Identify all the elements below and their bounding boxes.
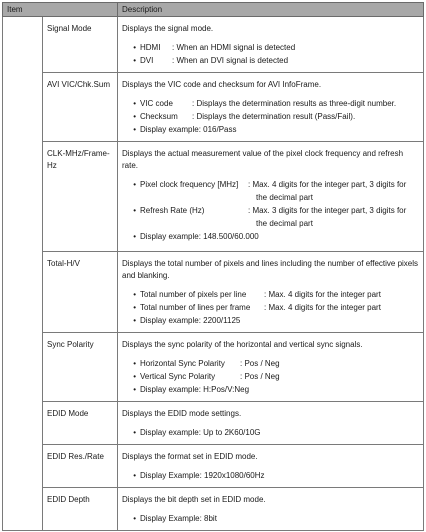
list-item: • Pixel clock frequency [MHz] : Max. 4 digits for the integer part, 3 digits for [122,178,419,191]
list-item: • DVI : When an DVI signal is detected [122,54,419,72]
description-text: Displays the actual measurement value of the pixel clock frequency and refresh rate. [122,149,404,170]
description-text: Displays the EDID mode settings. [122,409,242,418]
list-item: • Horizontal Sync Polarity : Pos / Neg [122,357,419,370]
description-text: Displays the format set in EDID mode. [122,452,258,461]
bullet-icon: • [133,56,136,65]
item-description-table [2,2,424,531]
list-item-continuation: the decimal part [256,193,313,202]
table-row [3,17,424,73]
table-row [3,488,424,531]
description-text: Displays the sync polarity of the horizontal and vertical sync signals. [122,340,363,349]
table-row [3,445,424,488]
item-cell: Total-H/V [43,252,118,333]
table-body [3,17,424,531]
description-cell [118,488,424,531]
list-item: • Display Example: 8bit [122,512,419,530]
item-cell: Signal Mode [43,17,118,73]
header-description: Description [118,3,424,17]
bullet-icon: • [133,99,136,108]
table-row [3,252,424,333]
bullet-icon: • [133,43,136,52]
table-row [3,73,424,142]
bullet-icon: • [133,180,136,189]
description-cell [118,333,424,402]
table-row [3,142,424,252]
header-item: Item [3,3,118,17]
indent-cell [3,17,43,531]
list-item: • Display example: H:Pos/V:Neg [122,383,419,401]
list-item: • Vertical Sync Polarity : Pos / Neg [122,370,419,383]
list-item: • HDMI : When an HDMI signal is detected [122,41,419,54]
list-item: • Display example: 2200/1125 [122,314,419,332]
list-item: • Display example: Up to 2K60/10G [122,426,419,444]
list-item: • Display example: 016/Pass [122,123,419,141]
bullet-icon: • [133,359,136,368]
item-cell: CLK-MHz/Frame-Hz [43,142,118,252]
list-item: • Checksum : Displays the determination result (Pass/Fail). [122,110,419,123]
table-header-row [3,3,424,17]
description-cell [118,73,424,142]
bullet-icon: • [133,112,136,121]
bullet-icon: • [133,385,136,394]
description-text: Displays the bit depth set in EDID mode. [122,495,266,504]
bullet-icon: • [133,471,136,480]
item-cell: EDID Res./Rate [43,445,118,488]
description-cell [118,252,424,333]
list-item: • Display example: 148.500/60.000 [122,230,419,248]
description-cell [118,445,424,488]
list-item: • Total number of pixels per line : Max. 4 digits for the integer part [122,288,419,301]
bullet-icon: • [133,232,136,241]
description-cell [118,142,424,252]
description-cell [118,17,424,73]
item-cell: Sync Polarity [43,333,118,402]
bullet-icon: • [133,290,136,299]
item-cell: EDID Depth [43,488,118,531]
list-item: • Total number of lines per frame : Max. 4 digits for the integer part [122,301,419,314]
bullet-icon: • [133,372,136,381]
list-item-continuation: the decimal part [256,219,313,228]
description-cell [118,402,424,445]
item-cell: EDID Mode [43,402,118,445]
bullet-icon: • [133,303,136,312]
description-text: Displays the VIC code and checksum for AVI InfoFrame. [122,80,322,89]
list-item: • VIC code : Displays the determination results as three-digit number. [122,97,419,110]
bullet-icon: • [133,428,136,437]
table-row [3,333,424,402]
list-item: • Refresh Rate (Hz) : Max. 3 digits for the integer part, 3 digits for [122,204,419,217]
description-text: Displays the signal mode. [122,24,214,33]
bullet-icon: • [133,514,136,523]
bullet-icon: • [133,125,136,134]
bullet-icon: • [133,316,136,325]
item-cell: AVI VIC/Chk.Sum [43,73,118,142]
description-text: Displays the total number of pixels and lines including the number of effective pixels and blanking. [122,259,419,280]
table-row [3,402,424,445]
bullet-icon: • [133,206,136,215]
list-item: • Display Example: 1920x1080/60Hz [122,469,419,487]
